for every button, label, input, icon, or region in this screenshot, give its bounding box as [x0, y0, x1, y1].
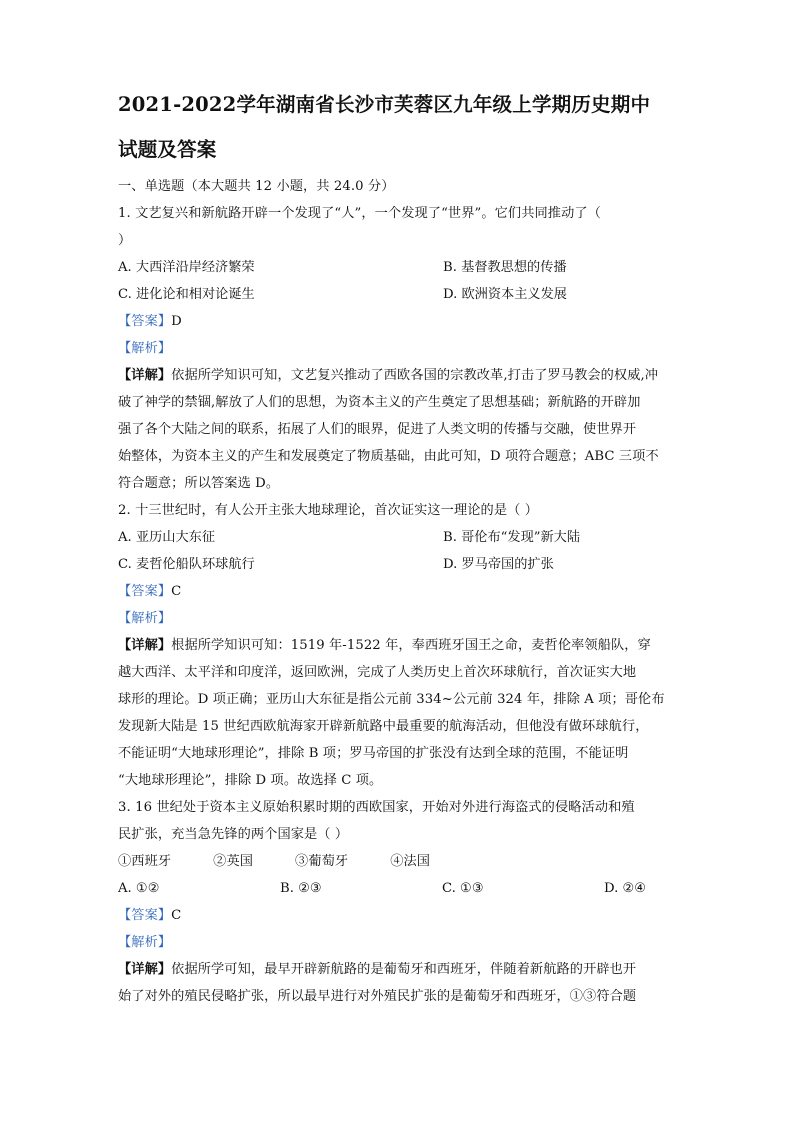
detail-text: 不能证明“大地球形理论”，排除 B 项；罗马帝国的扩张没有达到全球的范围，不能证明: [118, 746, 629, 761]
detail-text: 球形的理论。D 项正确；亚历山大东征是指公元前 334~公元前 324 年，排除 A 项；哥伦布: [118, 692, 665, 707]
options-row: [118, 254, 678, 281]
detail-text: 始整体，为资本主义的产生和发展奠定了物质基础，由此可知，D 项符合题意；ABC 三项不: [118, 449, 659, 464]
detail-text: 根据所学知识可知：1519 年-1522 年，奉西班牙国王之命，麦哲伦率领船队，穿: [171, 638, 651, 653]
option-b: B. 基督教思想的传播: [443, 260, 567, 275]
question-stem: 1. 文艺复兴和新航路开辟一个发现了“人”，一个发现了“世界”。它们共同推动了（: [118, 206, 601, 221]
option-b: B. 哥伦布“发现”新大陆: [443, 530, 581, 545]
option-a: A. 大西洋沿岸经济繁荣: [118, 260, 255, 275]
question-stem: ）: [118, 233, 132, 248]
detail-label: 【详解】: [118, 962, 172, 977]
question-2: [118, 497, 678, 794]
detail-line: [118, 956, 678, 983]
detail-text: 始了对外的殖民侵略扩张，所以最早进行对外殖民扩张的是葡萄牙和西班牙，①③符合题: [118, 989, 637, 1004]
detail-line: [118, 632, 678, 659]
item-3: ③葡萄牙: [295, 854, 349, 869]
answer-value: C: [171, 584, 182, 599]
detail-text: 强了各个大陆之间的联系，拓展了人们的眼界，促进了人类文明的传播与交融，使世界开: [118, 422, 637, 437]
answer-line: [118, 902, 678, 929]
question-3: [118, 794, 678, 1010]
answer-value: C: [171, 908, 182, 923]
document-title-line-1: 2021-2022学年湖南省长沙市芙蓉区九年级上学期历史期中: [118, 93, 651, 116]
option-a: A. 亚历山大东征: [118, 530, 216, 545]
option-a: A. ①②: [118, 881, 160, 896]
options-row: [118, 551, 678, 578]
detail-text: 破了神学的禁锢,解放了人们的思想，为资本主义的产生奠定了思想基础；新航路的开辟加: [118, 395, 641, 410]
option-b: B. ②③: [280, 881, 322, 896]
item-1: ①西班牙: [118, 854, 172, 869]
detail-text: 依据所学知识可知，文艺复兴推动了西欧各国的宗教改革,打击了罗马教会的权威,冲: [171, 368, 659, 383]
question-stem: 民扩张，充当急先锋的两个国家是（ ）: [118, 827, 349, 842]
answer-label: 【答案】: [118, 908, 172, 923]
detail-text: 依据所学可知，最早开辟新航路的是葡萄牙和西班牙，伴随着新航路的开辟也开: [171, 962, 637, 977]
answer-line: [118, 578, 678, 605]
item-2: ②英国: [213, 854, 254, 869]
option-c: C. 进化论和相对论诞生: [118, 287, 255, 302]
answer-value: D: [171, 314, 182, 329]
detail-line: [118, 362, 678, 389]
detail-text: “大地球形理论”，排除 D 项。故选择 C 项。: [118, 773, 383, 788]
section-heading: 一、单选题（本大题共 12 小题，共 24.0 分）: [118, 179, 395, 194]
option-d: D. 欧洲资本主义发展: [443, 287, 567, 302]
answer-label: 【答案】: [118, 314, 172, 329]
answer-label: 【答案】: [118, 584, 172, 599]
answer-line: [118, 308, 678, 335]
option-d: D. ②④: [604, 881, 647, 896]
question-stem: 2. 十三世纪时，有人公开主张大地球理论，首次证实这一理论的是（ ）: [118, 503, 538, 518]
options-row: [118, 281, 678, 308]
question-1: [118, 200, 678, 497]
question-stem: 3. 16 世纪处于资本主义原始积累时期的西欧国家，开始对外进行海盗式的侵略活动和殖: [118, 800, 635, 815]
detail-label: 【详解】: [118, 638, 172, 653]
option-c: C. 麦哲伦船队环球航行: [118, 557, 255, 572]
item-4: ④法国: [390, 854, 431, 869]
detail-text: 符合题意；所以答案选 D。: [118, 476, 280, 491]
numbered-items: [118, 848, 678, 875]
analysis-label: 【解析】: [118, 611, 172, 626]
document-page: [118, 93, 678, 1010]
analysis-label: 【解析】: [118, 935, 172, 950]
analysis-label: 【解析】: [118, 341, 172, 356]
detail-text: 越大西洋、太平洋和印度洋，返回欧洲，完成了人类历史上首次环球航行，首次证实大地: [118, 665, 637, 680]
detail-label: 【详解】: [118, 368, 172, 383]
option-d: D. 罗马帝国的扩张: [443, 557, 554, 572]
document-title-line-2: 试题及答案: [118, 138, 217, 161]
options-row: [118, 875, 678, 902]
detail-text: 发现新大陆是 15 世纪西欧航海家开辟新航路中最重要的航海活动，但他没有做环球航行，: [118, 719, 649, 734]
option-c: C. ①③: [442, 881, 484, 896]
options-row: [118, 524, 678, 551]
